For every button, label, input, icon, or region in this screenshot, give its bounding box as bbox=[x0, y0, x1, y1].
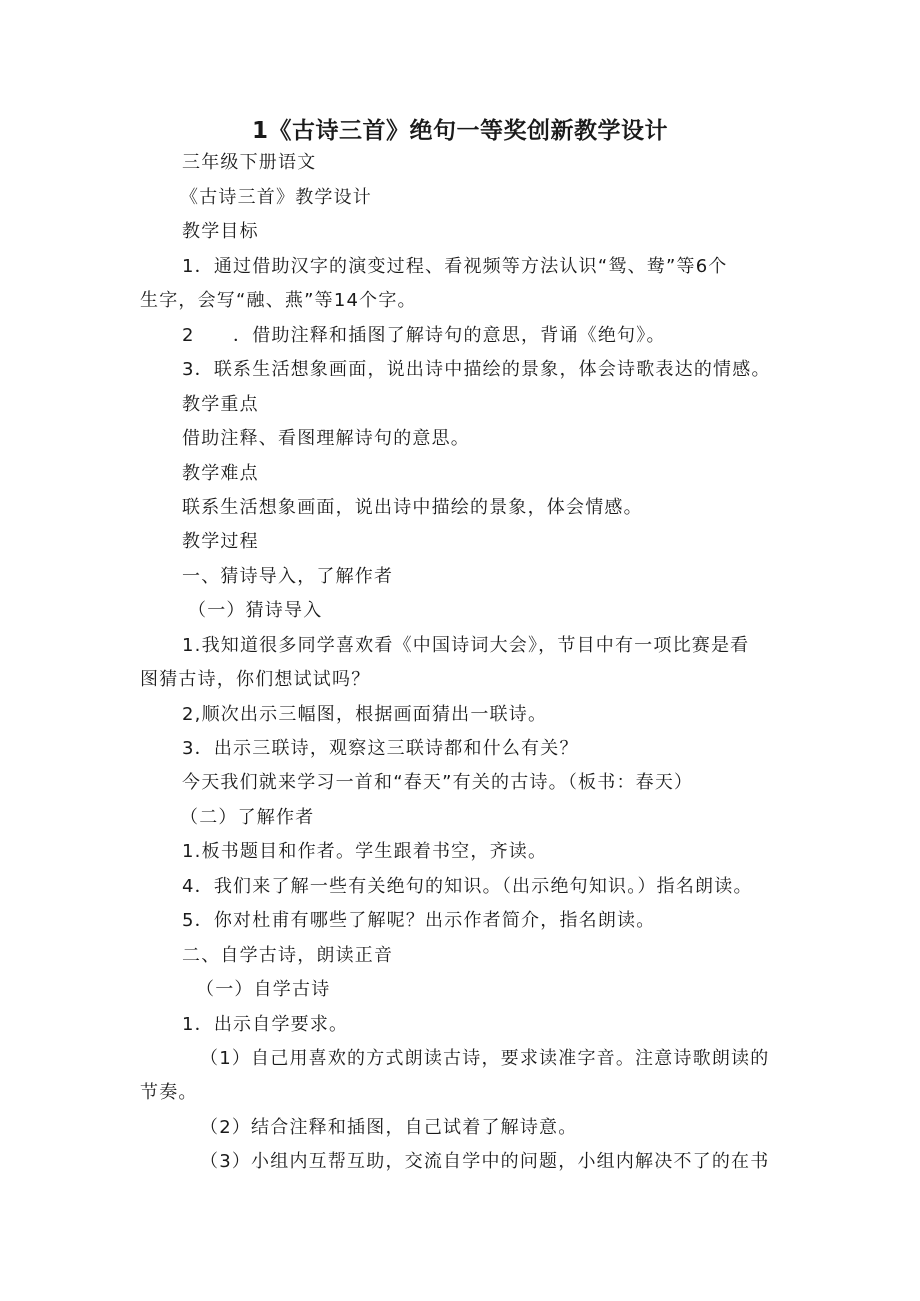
text-line: 生字，会写“融、燕”等14个字。 bbox=[140, 290, 417, 311]
document-title: 1《古诗三首》绝句一等奖创新教学设计 bbox=[251, 118, 668, 144]
text-line: （二）了解作者 bbox=[180, 807, 315, 828]
section-heading: 教学难点 bbox=[182, 463, 259, 484]
text-line: 4．我们来了解一些有关绝句的知识。（出示绝句知识。）指名朗读。 bbox=[182, 876, 753, 897]
text-line: （1）自己用喜欢的方式朗读古诗，要求读准字音。注意诗歌朗读的 bbox=[200, 1048, 770, 1069]
text-line: 一、猜诗导入，了解作者 bbox=[182, 566, 394, 587]
text-line: 借助注释、看图理解诗句的意思。 bbox=[182, 428, 470, 449]
text-line: 1．通过借助汉字的演变过程、看视频等方法认识“鸳、鸯”等6个 bbox=[182, 256, 728, 277]
text-line: （3）小组内互帮互助，交流自学中的问题，小组内解决不了的在书 bbox=[200, 1151, 770, 1172]
section-heading: 教学目标 bbox=[182, 221, 259, 242]
text-line: （一）猜诗导入 bbox=[188, 600, 323, 621]
text-line: （一）自学古诗 bbox=[196, 979, 331, 1000]
text-line: 2 ．借助注释和插图了解诗句的意思，背诵《绝句》。 bbox=[182, 325, 666, 346]
text-line: 今天我们就来学习一首和“春天”有关的古诗。（板书：春天） bbox=[182, 772, 694, 793]
text-line: （2）结合注释和插图，自己试着了解诗意。 bbox=[200, 1117, 578, 1138]
text-line: 联系生活想象画面，说出诗中描绘的景象，体会情感。 bbox=[182, 497, 643, 518]
text-line: 《古诗三首》教学设计 bbox=[180, 187, 372, 208]
text-line: 2,顺次出示三幅图，根据画面猜出一联诗。 bbox=[182, 704, 548, 725]
text-line: 5．你对杜甫有哪些了解呢？出示作者简介，指名朗读。 bbox=[182, 910, 656, 931]
text-line: 三年级下册语文 bbox=[182, 152, 317, 173]
text-line: 1．出示自学要求。 bbox=[182, 1014, 349, 1035]
text-line: 3．联系生活想象画面，说出诗中描绘的景象，体会诗歌表达的情感。 bbox=[182, 359, 771, 380]
text-line: 1.板书题目和作者。学生跟着书空，齐读。 bbox=[182, 841, 548, 862]
text-line: 二、自学古诗，朗读正音 bbox=[182, 945, 394, 966]
section-heading: 教学重点 bbox=[182, 394, 259, 415]
text-line: 节奏。 bbox=[140, 1082, 198, 1103]
text-line: 图猜古诗，你们想试试吗？ bbox=[140, 669, 371, 690]
section-heading: 教学过程 bbox=[182, 531, 259, 552]
text-line: 3．出示三联诗，观察这三联诗都和什么有关？ bbox=[182, 738, 579, 759]
text-line: 1.我知道很多同学喜欢看《中国诗词大会》，节目中有一项比赛是看 bbox=[182, 635, 750, 656]
